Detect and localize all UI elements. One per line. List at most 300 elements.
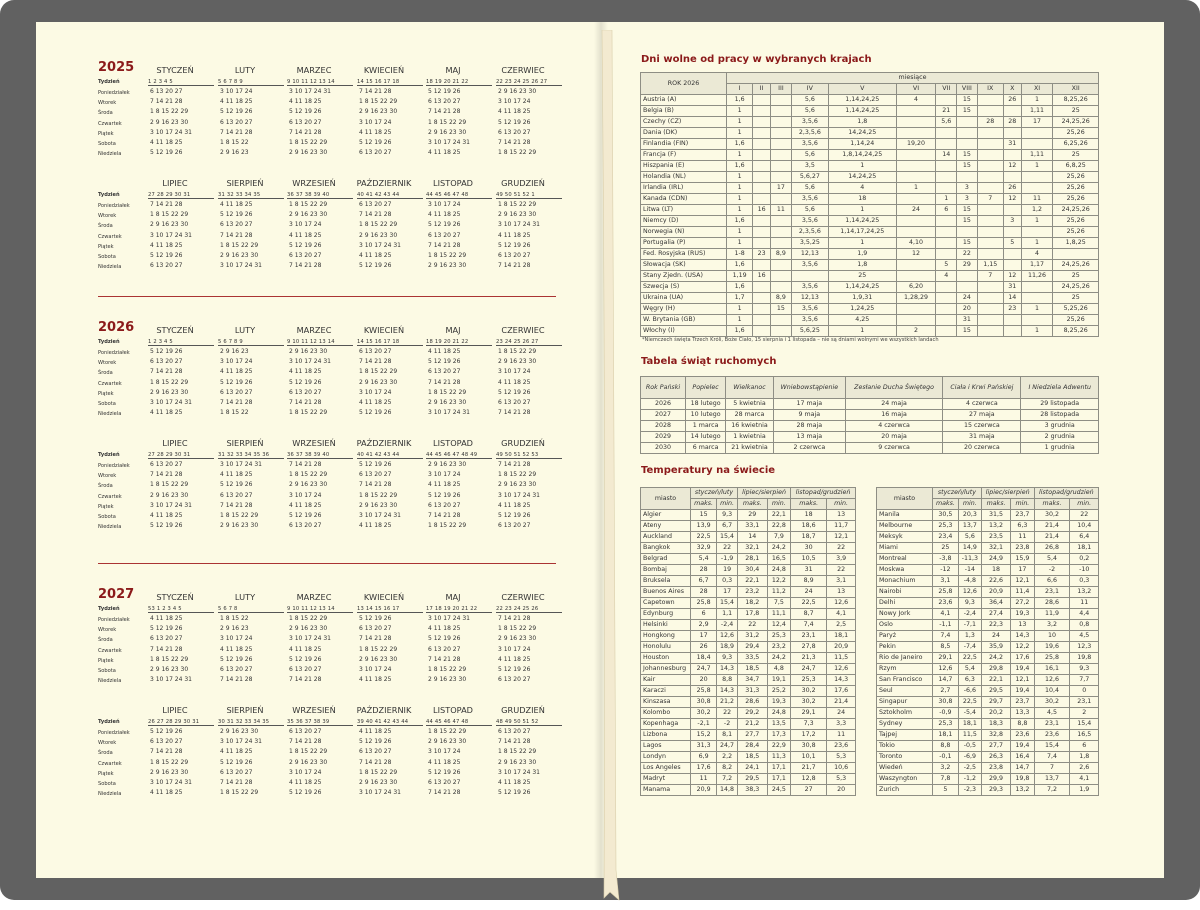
- holiday-days: 25,26: [1053, 183, 1099, 194]
- day-numbers: 5 12 19 26: [220, 481, 253, 489]
- temp-value: -5,4: [958, 708, 981, 719]
- holiday-days: 1: [1021, 326, 1053, 337]
- day-numbers: 5 12 19 26: [220, 108, 253, 116]
- city-name: Monachium: [877, 576, 933, 587]
- holidays-row: [641, 293, 1099, 304]
- temp-value: 12,6: [958, 587, 981, 598]
- day-numbers: 2 9 16 23 30: [359, 108, 398, 116]
- temp-value: 5,3: [827, 752, 856, 763]
- week-numbers: 23 24 25 26 27: [496, 339, 562, 346]
- temps-sub-header: maks.: [691, 499, 717, 510]
- temp-value: 23,1: [791, 631, 827, 642]
- holiday-days: 1,11: [1021, 106, 1053, 117]
- day-numbers: 5 12 19 26: [150, 522, 183, 530]
- temp-value: 7,4: [933, 631, 959, 642]
- holiday-days: [977, 216, 1003, 227]
- day-numbers: 3 10 17 24 31: [289, 635, 331, 643]
- weekday-label: Sobota: [98, 781, 116, 787]
- weekday-label: Poniedziałek: [98, 350, 130, 356]
- week-numbers: 5 6 7 8 9: [218, 339, 284, 346]
- temp-value: 6,4: [1070, 532, 1099, 543]
- day-numbers: 3 10 17 24: [220, 88, 253, 95]
- temp-value: 23,7: [1011, 697, 1034, 708]
- day-numbers: 5 12 19 26: [498, 666, 531, 673]
- temp-value: 18,3: [981, 719, 1010, 730]
- temp-value: 7: [1034, 763, 1070, 774]
- day-numbers: 1 8 15 22 29: [359, 645, 398, 653]
- temp-value: 31,3: [691, 741, 717, 752]
- holiday-days: [753, 238, 771, 249]
- temps-row: [641, 730, 856, 741]
- holiday-days: 25,26: [1053, 172, 1099, 183]
- day-numbers: 1 8 15 22 29: [428, 728, 467, 735]
- temp-value: 23,8: [1011, 543, 1034, 554]
- temps-row: [877, 774, 1099, 785]
- movable-date: 4 czerwca: [845, 421, 942, 432]
- holiday-days: 14,24,25: [828, 128, 896, 139]
- temp-value: 18,2: [737, 598, 767, 609]
- holiday-days: 17: [1021, 117, 1053, 128]
- holiday-days: 12: [1003, 271, 1021, 282]
- country-name: Hiszpania (E): [641, 161, 727, 172]
- holiday-days: [936, 249, 957, 260]
- day-numbers: 4 11 18 25: [498, 501, 531, 509]
- day-numbers: 3 10 17 24 31: [498, 768, 540, 776]
- weekday-label: Wtorek: [98, 473, 117, 480]
- holiday-days: 1,8: [828, 260, 896, 271]
- country-name: Norwegia (N): [641, 227, 727, 238]
- temp-value: 11,3: [767, 752, 791, 763]
- temp-value: 14,7: [1011, 763, 1034, 774]
- holiday-days: 1,7: [727, 293, 753, 304]
- holiday-days: [771, 315, 792, 326]
- city-name: Meksyk: [877, 532, 933, 543]
- holiday-days: 15: [771, 304, 792, 315]
- year-label: 2025: [98, 60, 135, 75]
- day-numbers: 2 9 16 23 30: [289, 625, 328, 633]
- temp-value: 20,3: [958, 510, 981, 521]
- month-name: LIPIEC: [162, 705, 188, 715]
- day-numbers: 6 13 20 27: [150, 358, 183, 366]
- holiday-days: 24: [896, 205, 936, 216]
- movable-date: 28 marca: [726, 410, 774, 421]
- weekday-label: Niedziela: [98, 678, 122, 685]
- temp-value: 6: [1070, 741, 1099, 752]
- holiday-days: [896, 194, 936, 205]
- day-numbers: 4 11 18 25: [359, 252, 392, 259]
- temps-row: [641, 554, 856, 565]
- month-name: KWIECIEŃ: [363, 592, 405, 602]
- day-numbers: 1 8 15 22 29: [498, 348, 537, 355]
- holiday-days: 14,24,25: [828, 172, 896, 183]
- temps-row: [877, 697, 1099, 708]
- day-numbers: 6 13 20 27: [289, 252, 322, 259]
- month-header: IV: [791, 84, 828, 95]
- temp-value: -7,4: [958, 642, 981, 653]
- day-numbers: 7 14 21 28: [359, 358, 392, 366]
- holidays-months-group: miesiące: [727, 73, 1099, 84]
- temp-value: 3,9: [827, 554, 856, 565]
- temps-row: [641, 763, 856, 774]
- month-name: WRZESIEŃ: [292, 705, 336, 715]
- holiday-days: 3,5,6: [791, 260, 828, 271]
- holiday-days: 1,6: [727, 161, 753, 172]
- holidays-note: *Niemczech święta Trzech Króli, Boże Ciało, 15 sierpnia i 1 listopada – nie są dniami wolnymi we wszystkich landach: [642, 337, 939, 343]
- temp-value: 16,5: [1070, 730, 1099, 741]
- movable-date: 2027: [641, 410, 686, 421]
- holiday-days: 1: [727, 150, 753, 161]
- temp-value: 7,8: [933, 774, 959, 785]
- holiday-days: [936, 282, 957, 293]
- temp-value: 31: [791, 565, 827, 576]
- temps-row: [641, 708, 856, 719]
- holiday-days: [936, 183, 957, 194]
- month-name: LISTOPAD: [433, 438, 473, 448]
- day-numbers: 2 9 16 23 30: [359, 655, 398, 663]
- temp-value: -2,4: [717, 620, 738, 631]
- day-numbers: 2 9 16 23 30: [428, 128, 467, 136]
- month-name: WRZESIEŃ: [292, 178, 336, 188]
- holiday-days: 1: [896, 183, 936, 194]
- week-numbers: 30 31 32 33 34 35: [218, 719, 284, 726]
- day-numbers: 5 12 19 26: [150, 252, 183, 259]
- day-numbers: 1 8 15 22 29: [428, 666, 467, 673]
- temp-value: 28,1: [737, 554, 767, 565]
- day-numbers: 5 12 19 26: [150, 348, 183, 355]
- day-numbers: 7 14 21 28: [289, 128, 322, 136]
- holiday-days: [771, 117, 792, 128]
- temps-row: [877, 686, 1099, 697]
- holiday-days: [771, 172, 792, 183]
- day-numbers: 6 13 20 27: [150, 461, 183, 468]
- left-page-calendar: [36, 22, 600, 878]
- movable-date: 15 czerwca: [943, 421, 1021, 432]
- movable-row: [641, 399, 1099, 410]
- day-numbers: 7 14 21 28: [220, 501, 253, 509]
- city-name: Tajpej: [877, 730, 933, 741]
- day-numbers: 4 11 18 25: [359, 676, 392, 684]
- day-numbers: 4 11 18 25: [289, 645, 322, 653]
- day-numbers: 7 14 21 28: [150, 98, 183, 106]
- day-numbers: 4 11 18 25: [498, 378, 531, 386]
- temp-value: -7,1: [958, 620, 981, 631]
- day-numbers: 1 8 15 22 29: [359, 98, 398, 106]
- holiday-days: 15: [957, 150, 977, 161]
- temps-sub-header: min.: [827, 499, 856, 510]
- holiday-days: 11: [1021, 194, 1053, 205]
- week-numbers: 35 36 37 38 39: [287, 719, 353, 726]
- temp-value: 30,2: [791, 686, 827, 697]
- temp-value: 0,2: [1070, 554, 1099, 565]
- temp-value: 26,3: [981, 752, 1010, 763]
- week-numbers: 39 40 41 42 43 44: [357, 719, 423, 726]
- holiday-days: [1003, 128, 1021, 139]
- country-name: Węgry (H): [641, 304, 727, 315]
- holiday-days: [896, 106, 936, 117]
- week-label: Tydzień: [98, 192, 120, 198]
- holidays-row: [641, 172, 1099, 183]
- temps-row: [641, 719, 856, 730]
- movable-date: 18 lutego: [686, 399, 726, 410]
- holiday-days: 15: [957, 205, 977, 216]
- weekday-label: Sobota: [98, 141, 116, 147]
- holiday-days: 16: [753, 271, 771, 282]
- temp-value: 6,3: [958, 675, 981, 686]
- day-numbers: 5 12 19 26: [289, 789, 322, 797]
- holiday-days: [977, 227, 1003, 238]
- temp-value: 22: [827, 565, 856, 576]
- temp-value: 13: [827, 587, 856, 598]
- weekday-label: Sobota: [98, 254, 116, 260]
- holiday-days: 1,14,17,24,25: [828, 227, 896, 238]
- holiday-days: 1,6: [727, 260, 753, 271]
- day-numbers: 5 12 19 26: [150, 728, 183, 735]
- weekday-label: Środa: [98, 750, 113, 757]
- holiday-days: [977, 128, 1003, 139]
- temp-value: 2,7: [933, 686, 959, 697]
- temp-value: -14: [958, 565, 981, 576]
- day-numbers: 4 11 18 25: [359, 728, 392, 735]
- holiday-days: 25: [1053, 271, 1099, 282]
- holiday-days: 6,8,25: [1053, 161, 1099, 172]
- temp-value: 18: [791, 510, 827, 521]
- temp-value: 33,1: [737, 521, 767, 532]
- country-name: Czechy (CZ): [641, 117, 727, 128]
- holiday-days: [753, 172, 771, 183]
- temp-value: 25,3: [933, 521, 959, 532]
- movable-date: 24 maja: [845, 399, 942, 410]
- temp-value: 24,8: [767, 708, 791, 719]
- temp-value: 10,4: [1034, 686, 1070, 697]
- holiday-days: 25: [828, 271, 896, 282]
- temp-value: 19,8: [1070, 653, 1099, 664]
- day-numbers: 1 8 15 22 29: [359, 221, 398, 229]
- day-numbers: 5 12 19 26: [428, 221, 461, 229]
- month-header: VII: [936, 84, 957, 95]
- country-name: Litwa (LT): [641, 205, 727, 216]
- weekday-label: Poniedziałek: [98, 730, 130, 736]
- movable-date: 6 marca: [686, 443, 726, 454]
- day-numbers: 3 10 17 24 31: [220, 461, 262, 468]
- holiday-days: [896, 315, 936, 326]
- day-numbers: 4 11 18 25: [289, 231, 322, 239]
- holiday-days: [957, 117, 977, 128]
- temp-value: 15,9: [1011, 554, 1034, 565]
- day-numbers: 7 14 21 28: [428, 789, 461, 797]
- day-numbers: 2 9 16 23 30: [498, 358, 537, 366]
- day-numbers: 1 8 15 22 29: [359, 368, 398, 376]
- temp-value: 18,1: [958, 719, 981, 730]
- temp-value: 23,1: [1034, 719, 1070, 730]
- holiday-days: [957, 271, 977, 282]
- city-name: Bombaj: [641, 565, 691, 576]
- temp-value: 5,4: [691, 554, 717, 565]
- day-numbers: 4 11 18 25: [359, 399, 392, 406]
- holiday-days: [1021, 227, 1053, 238]
- temp-value: 27,2: [1011, 598, 1034, 609]
- city-name: Wiedeń: [877, 763, 933, 774]
- day-numbers: 2 9 16 23 30: [150, 388, 189, 396]
- day-numbers: 4 11 18 25: [359, 128, 392, 136]
- temp-value: 27: [791, 785, 827, 796]
- city-name: Seul: [877, 686, 933, 697]
- temp-value: 11,1: [767, 609, 791, 620]
- temps-row: [877, 642, 1099, 653]
- temp-value: 10,1: [791, 752, 827, 763]
- week-numbers: 13 14 15 16 17: [357, 606, 423, 613]
- holiday-days: 31: [1003, 282, 1021, 293]
- temp-value: 4,5: [1034, 708, 1070, 719]
- holiday-days: [977, 95, 1003, 106]
- temp-value: 29,5: [981, 686, 1010, 697]
- temp-value: 21,3: [791, 653, 827, 664]
- movable-date: 28 maja: [773, 421, 845, 432]
- movable-date: 27 maja: [943, 410, 1021, 421]
- day-numbers: 1 8 15 22 29: [428, 118, 467, 126]
- movable-date: 9 maja: [773, 410, 845, 421]
- day-numbers: 1 8 15 22 29: [289, 748, 328, 756]
- temp-value: 23,8: [981, 763, 1010, 774]
- temp-value: 22,3: [981, 620, 1010, 631]
- temp-value: 18,1: [933, 730, 959, 741]
- day-numbers: 7 14 21 28: [289, 262, 322, 270]
- temps-sub-header: min.: [958, 499, 981, 510]
- holiday-days: [896, 161, 936, 172]
- holiday-days: 5,6: [791, 205, 828, 216]
- temp-value: 17,1: [767, 774, 791, 785]
- temps-row: [877, 576, 1099, 587]
- temp-value: 9,3: [1070, 664, 1099, 675]
- day-numbers: 3 10 17 24 31: [220, 262, 262, 270]
- day-numbers: 1 8 15 22 29: [220, 512, 259, 519]
- weekday-label: Wtorek: [98, 100, 117, 107]
- temp-value: 12,1: [1011, 576, 1034, 587]
- weekday-label: Niedziela: [98, 151, 122, 158]
- temp-value: 4,1: [827, 609, 856, 620]
- movable-date: 2030: [641, 443, 686, 454]
- day-numbers: 1 8 15 22 29: [498, 201, 537, 208]
- holiday-days: 15: [957, 326, 977, 337]
- temp-value: 13,2: [1011, 785, 1034, 796]
- movable-date: 4 czerwca: [943, 399, 1021, 410]
- day-numbers: 4 11 18 25: [150, 241, 183, 249]
- temp-value: 15: [691, 510, 717, 521]
- temp-value: 2,5: [827, 620, 856, 631]
- temp-value: 22: [827, 543, 856, 554]
- temp-value: 3,2: [1034, 620, 1070, 631]
- month-name: MARZEC: [296, 65, 332, 75]
- holidays-row: [641, 227, 1099, 238]
- temp-value: 18,5: [737, 752, 767, 763]
- day-numbers: 2 9 16 23: [220, 149, 249, 157]
- month-name: WRZESIEŃ: [292, 438, 336, 448]
- temps-row: [641, 697, 856, 708]
- country-name: Irlandia (IRL): [641, 183, 727, 194]
- holiday-days: 1,6: [727, 139, 753, 150]
- holiday-days: [936, 161, 957, 172]
- month-header: VI: [896, 84, 936, 95]
- temps-sub-header: min.: [767, 499, 791, 510]
- movable-date: 2028: [641, 421, 686, 432]
- temp-value: 6,9: [691, 752, 717, 763]
- holiday-days: [977, 315, 1003, 326]
- temp-value: 4,4: [1070, 609, 1099, 620]
- day-numbers: 2 9 16 23 30: [498, 635, 537, 643]
- temp-value: 29,2: [737, 708, 767, 719]
- city-name: Montreal: [877, 554, 933, 565]
- temp-value: 30,2: [691, 708, 717, 719]
- movable-date: 5 kwietnia: [726, 399, 774, 410]
- day-numbers: 6 13 20 27: [428, 645, 461, 653]
- day-numbers: 2 9 16 23 30: [150, 118, 189, 126]
- temp-value: 4,1: [1070, 774, 1099, 785]
- temp-value: 12,6: [1034, 675, 1070, 686]
- day-numbers: 3 10 17 24 31: [428, 139, 470, 146]
- day-numbers: 7 14 21 28: [289, 399, 322, 406]
- city-name: Houston: [641, 653, 691, 664]
- month-header: IX: [977, 84, 1003, 95]
- day-numbers: 2 9 16 23 30: [150, 221, 189, 229]
- week-numbers: 9 10 11 12 13 14: [287, 606, 353, 613]
- holidays-header-row: [641, 73, 1099, 84]
- holiday-days: 1,15: [977, 260, 1003, 271]
- holiday-days: [1003, 205, 1021, 216]
- temp-value: 32,8: [981, 730, 1010, 741]
- city-name: Madryt: [641, 774, 691, 785]
- weekday-label: Środa: [98, 483, 113, 490]
- temp-value: 22,8: [767, 521, 791, 532]
- temp-value: 23,6: [1011, 730, 1034, 741]
- temps-row: [641, 532, 856, 543]
- year-separator: [98, 563, 556, 564]
- day-numbers: 1 8 15 22 29: [289, 139, 328, 146]
- temps-period-header: lipiec/sierpień: [981, 488, 1034, 499]
- holiday-days: 5,6: [936, 117, 957, 128]
- temp-value: 36,4: [981, 598, 1010, 609]
- day-numbers: 5 12 19 26: [359, 615, 392, 622]
- holiday-days: 1,11: [1021, 150, 1053, 161]
- holiday-days: 1: [1021, 161, 1053, 172]
- temp-value: 8,8: [717, 675, 738, 686]
- day-numbers: 6 13 20 27: [359, 348, 392, 355]
- week-numbers: 48 49 50 51 52: [496, 719, 562, 726]
- month-name: CZERWIEC: [501, 592, 545, 602]
- temps-row: [641, 510, 856, 521]
- day-numbers: 7 14 21 28: [498, 262, 531, 270]
- holiday-days: 23: [753, 249, 771, 260]
- right-page-tables: [600, 22, 1164, 878]
- movable-date: 17 maja: [773, 399, 845, 410]
- temp-value: 8,7: [791, 609, 827, 620]
- temp-value: 12,2: [1011, 642, 1034, 653]
- movable-header: Wielkanoc: [726, 377, 774, 399]
- holiday-days: [771, 106, 792, 117]
- day-numbers: 3 10 17 24 31: [220, 738, 262, 746]
- movable-date: 21 kwietnia: [726, 443, 774, 454]
- temp-value: -4,8: [958, 576, 981, 587]
- country-name: Francja (F): [641, 150, 727, 161]
- holiday-days: [936, 304, 957, 315]
- holidays-row: [641, 128, 1099, 139]
- day-numbers: 2 9 16 23 30: [428, 461, 467, 468]
- temp-value: 11,4: [1011, 587, 1034, 598]
- month-name: GRUDZIEŃ: [501, 438, 545, 448]
- day-numbers: 7 14 21 28: [359, 88, 392, 95]
- temp-value: 7,5: [767, 598, 791, 609]
- holiday-days: 25,26: [1053, 216, 1099, 227]
- holiday-days: 5: [1003, 238, 1021, 249]
- day-numbers: 6 13 20 27: [428, 501, 461, 509]
